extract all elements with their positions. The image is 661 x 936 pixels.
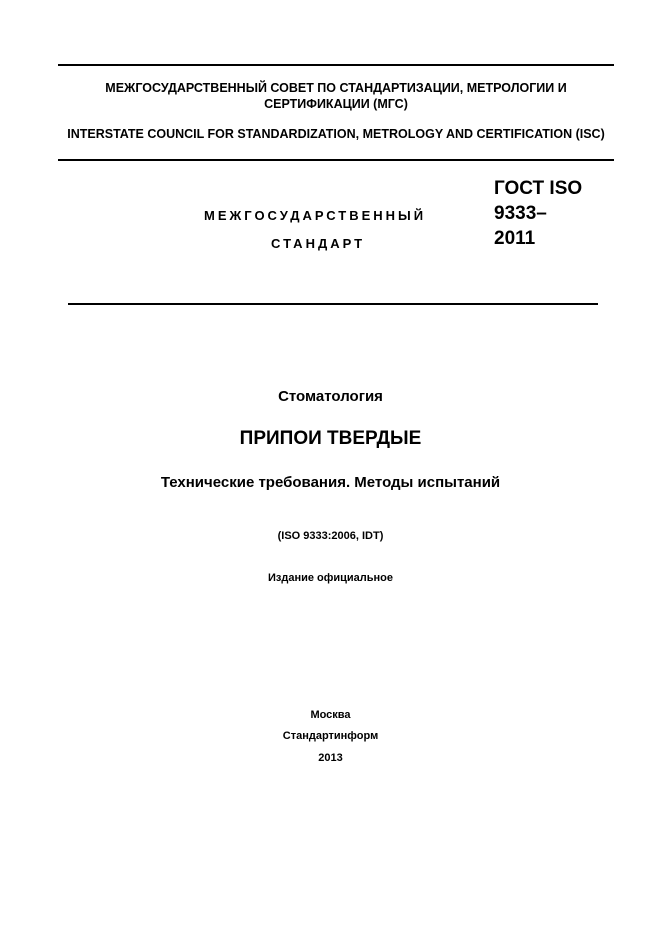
title-block-rule bbox=[68, 303, 598, 305]
standard-type-line2: СТАНДАРТ bbox=[271, 236, 366, 251]
document-title: ПРИПОИ ТВЕРДЫЕ bbox=[239, 428, 422, 449]
council-name-ru: МЕЖГОСУДАРСТВЕННЫЙ СОВЕТ ПО СТАНДАРТИЗАЦИИ, МЕТРОЛОГИИ И СЕРТИФИКАЦИИ (МГС) bbox=[105, 81, 567, 111]
edition-note: Издание официальное bbox=[267, 572, 394, 584]
field-title: Стоматология bbox=[278, 388, 383, 405]
council-name-en: INTERSTATE COUNCIL FOR STANDARDIZATION, METROLOGY AND CERTIFICATION (ISC) bbox=[67, 127, 605, 141]
imprint-city: Москва bbox=[310, 709, 351, 721]
document-subtitle: Технические требования. Методы испытаний bbox=[160, 474, 501, 491]
standard-type-line1: МЕЖГОСУДАРСТВЕННЫЙ bbox=[204, 208, 427, 223]
standard-designation bbox=[494, 176, 604, 251]
imprint-year: 2013 bbox=[318, 752, 343, 764]
imprint-publisher: Стандартинформ bbox=[282, 730, 379, 742]
designation-line1: ГОСТ ISO bbox=[494, 178, 583, 199]
iso-reference: (ISO 9333:2006, IDT) bbox=[277, 530, 384, 542]
designation-line3: 2011 bbox=[494, 228, 536, 249]
header-bottom-rule bbox=[58, 159, 614, 161]
designation-line2: 9333– bbox=[494, 203, 547, 224]
top-rule bbox=[58, 64, 614, 66]
